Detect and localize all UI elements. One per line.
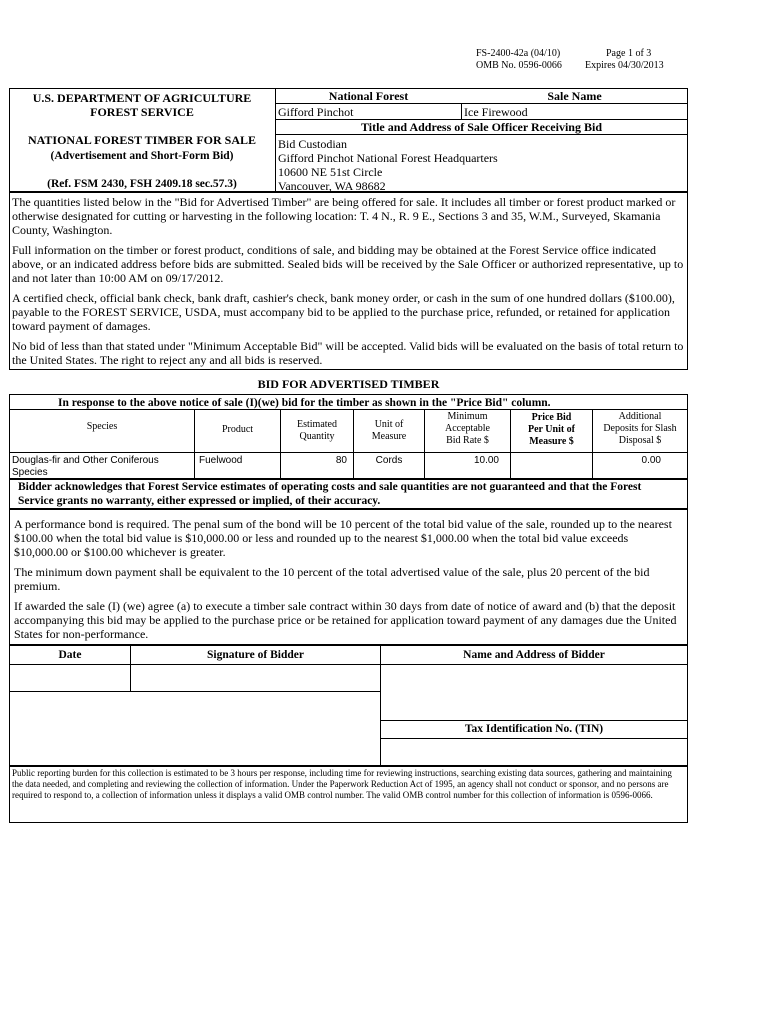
row-min-bid: 10.00	[473, 455, 499, 466]
notice-text	[12, 195, 684, 367]
row-deposits: 0.00	[641, 455, 661, 466]
price-bid-input[interactable]	[512, 454, 590, 477]
notice-paragraph: A certified check, official bank check, bank draft, cashier's check, bank money order, or cash in the sum of one hundred dollars ($100.00), payable to the FOREST SERVICE, USDA, must accompany bid to be applied to the purchase price, refunded, or retained for application toward payment of damages.	[12, 291, 675, 333]
form-title: NATIONAL FOREST TIMBER FOR SALE	[27, 133, 257, 147]
terms-paragraph: If awarded the sale (I) (we) agree (a) to execute a timber sale contract within 30 days from date of notice of award and (b) that the deposit accompanying this bid may be applied to the purchase price or be retained for application toward payment of any damages due the United States for non-performance.	[14, 599, 677, 641]
bid-section-title: BID FOR ADVERTISED TIMBER	[257, 377, 440, 391]
row-quantity: 80	[335, 455, 347, 466]
col-header-deposits: Additional Deposits for Slash Disposal $	[603, 411, 677, 446]
bid-instruction: In response to the above notice of sale (I)(we) bid for the timber as shown in the "Price Bid" column.	[58, 397, 551, 409]
omb-number: OMB No. 0596-0066	[476, 60, 562, 71]
col-header-species: Species	[86, 421, 118, 432]
national-forest-value[interactable]: Gifford Pinchot	[278, 105, 354, 119]
col-header-min-bid: Minimum Acceptable Bid Rate $	[445, 411, 490, 446]
col-header-product: Product	[221, 424, 254, 435]
signature-field[interactable]	[131, 665, 379, 690]
signature-label: Signature of Bidder	[207, 649, 304, 661]
name-address-field[interactable]	[381, 665, 687, 719]
form-reference: (Ref. FSM 2430, FSH 2409.18 sec.57.3)	[47, 178, 237, 190]
terms-paragraph: The minimum down payment shall be equivalent to the 10 percent of the total advertised value of the sale, plus 20 percent of the bid premium.	[14, 565, 650, 593]
col-header-quantity: Estimated Quantity	[297, 419, 337, 442]
notice-paragraph: Full information on the timber or forest product, conditions of sale, and bidding may be obtained at the Forest Service office indicated above, or an indicated address before bids are submitted. Sealed bids will be received by the Sale Officer or authorized representative, up to and not later than 10:00 AM on 09/17/2012.	[12, 243, 684, 285]
agency-line1: U.S. DEPARTMENT OF AGRICULTURE	[32, 91, 252, 105]
form-number: FS-2400-42a (04/10)	[476, 48, 561, 59]
page-number: Page 1 of 3	[606, 48, 652, 59]
tin-field[interactable]	[381, 739, 687, 765]
sale-officer-label: Title and Address of Sale Officer Receiving Bid	[360, 120, 602, 134]
terms-paragraph: A performance bond is required. The penal sum of the bond will be 10 percent of the total bid value of the sale, rounded up to the nearest $100.00 when the total bid value is $10,000.00 or less and rounded up to the nearest $1,000.00 when the total bid value exceeds $10,000.00 or $100.00 whichever is greater.	[14, 517, 672, 559]
tin-label: Tax Identification No. (TIN)	[464, 723, 604, 735]
sale-name-value[interactable]: Ice Firewood	[464, 105, 528, 119]
notice-paragraph: No bid of less than that stated under "Minimum Acceptable Bid" will be accepted. Valid bids will be evaluated on the basis of total return to the United States. The right to reject any and all bids is reserved.	[12, 339, 684, 367]
terms-text	[14, 517, 682, 641]
burden-statement: Public reporting burden for this collection is estimated to be 3 hours per response, including time for reviewing instructions, searching existing data sources, gathering and maintaining the data needed, and completing and reviewing the collection of information. Under the Paperwork Reduction Act of 1995, an agency shall not conduct or sponsor, and no persons are required to respond to, a collection of information unless it displays a valid OMB control number. The valid OMB control number for this collection of information is 0596-0066.	[12, 768, 672, 800]
acknowledgement-text: Bidder acknowledges that Forest Service estimates of operating costs and sale quantities are not guaranteed and that the Forest Service grants no warranty, either expressed or implied, of their accuracy.	[18, 481, 642, 507]
national-forest-label: National Forest	[328, 89, 409, 103]
date-label: Date	[58, 649, 82, 661]
form-subtitle: (Advertisement and Short-Form Bid)	[50, 150, 234, 162]
col-header-unit: Unit of Measure	[371, 419, 407, 442]
expiration-date: Expires 04/30/2013	[585, 60, 664, 71]
col-header-price-bid: Price Bid Per Unit of Measure $	[527, 412, 576, 447]
sale-name-label: Sale Name	[547, 89, 602, 103]
notice-paragraph: The quantities listed below in the "Bid for Advertised Timber" are being offered for sale. It includes all timber or forest product marked or otherwise designated for cutting or harvesting in the following location: T. 4 N., R. 9 E., Sections 3 and 35, W.M., Surveyed, Skamania County, Washington.	[12, 195, 676, 237]
name-address-label: Name and Address of Bidder	[463, 649, 605, 661]
row-unit: Cords	[375, 455, 403, 466]
row-product: Fuelwood	[199, 455, 243, 466]
row-species: Douglas-fir and Other Coniferous Species	[12, 455, 159, 478]
sale-officer-address[interactable]: Bid Custodian Gifford Pinchot National Forest Headquarters 10600 NE 51st Circle Vancouver, WA 98682	[278, 137, 498, 193]
agency-line2: FOREST SERVICE	[90, 105, 194, 119]
date-field[interactable]	[10, 665, 129, 690]
